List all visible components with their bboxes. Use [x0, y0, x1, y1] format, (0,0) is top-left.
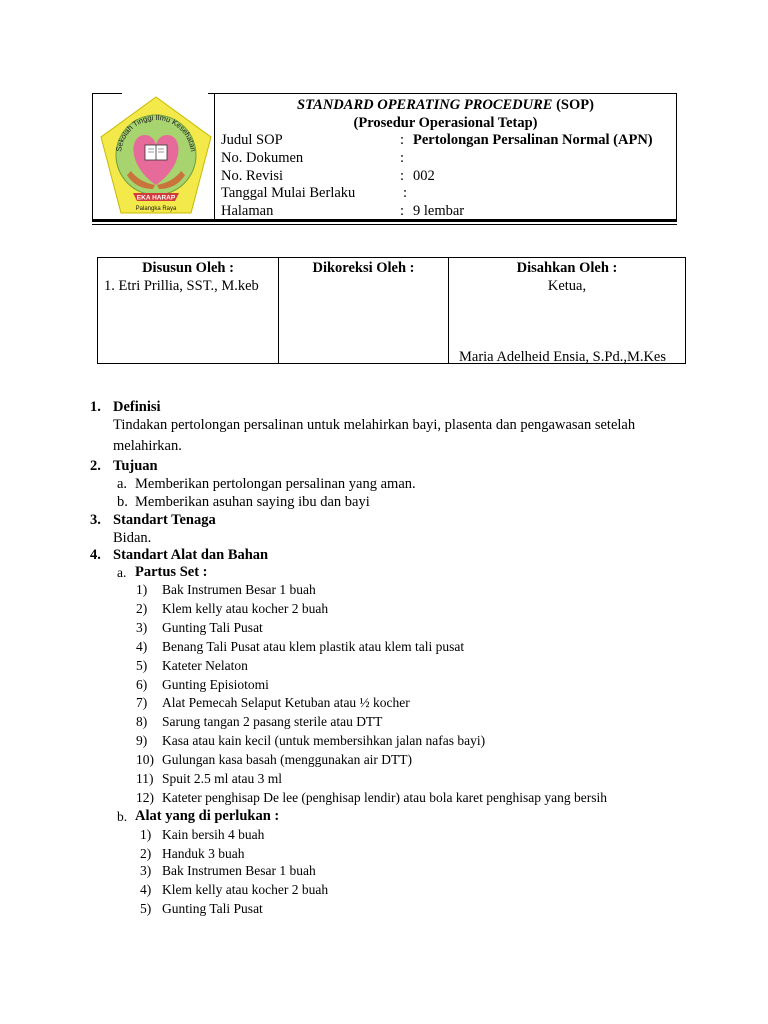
section-1-title: Definisi [113, 399, 161, 415]
approved-by-role: Ketua, [547, 278, 587, 294]
list-item-number: 1) [140, 827, 152, 842]
logo-ribbon-text: EKA HARAP [136, 194, 176, 202]
row-value-halaman: 9 lembar [413, 203, 465, 219]
list-item-number: 2) [136, 601, 148, 616]
approved-by-name: Maria Adelheid Ensia, S.Pd.,M.Kes [459, 349, 667, 365]
section-2-item-b: Memberikan asuhan saying ibu dan bayi [135, 494, 370, 510]
list-item: Benang Tali Pusat atau klem plastik atau klem tali pusat [162, 639, 465, 654]
list-item: Handuk 3 buah [162, 846, 245, 861]
row-label-dokumen: No. Dokumen [221, 150, 304, 166]
logo-cell [92, 93, 215, 220]
list-item: Klem kelly atau kocher 2 buah [162, 601, 329, 616]
section-2-item-a: Memberikan pertolongan persalinan yang aman. [135, 476, 416, 492]
row-label-halaman: Halaman [221, 203, 274, 219]
list-item-number: 2) [140, 846, 152, 861]
section-2-title: Tujuan [113, 458, 158, 474]
section-2-item-a-mark: a. [117, 476, 128, 492]
list-item-number: 4) [140, 882, 152, 897]
list-item-number: 10) [136, 752, 154, 767]
corrected-by-cell [278, 257, 449, 364]
sop-subtitle: (Prosedur Operasional Tetap) [353, 115, 538, 131]
list-item-number: 1) [136, 582, 148, 597]
list-item: Kateter Nelaton [162, 658, 248, 673]
row-label-tanggal: Tanggal Mulai Berlaku [221, 185, 356, 201]
row-value-revisi: 002 [413, 168, 435, 184]
list-item: Gulungan kasa basah (menggunakan air DTT) [162, 752, 413, 767]
header-thick-rule [92, 219, 677, 222]
section-2-number: 2. [90, 458, 101, 474]
sop-info-cell: STANDARD OPERATING PROCEDURE (SOP) (Prosedur Operasional Tetap) Judul SOP : Pertolongan Persalinan Normal (APN) No. Dokumen : No. Revisi : 002 Tanggal Mulai Berlaku : Halaman : 9 lembar [214, 93, 677, 220]
corrected-by-heading: Dikoreksi Oleh : [312, 260, 415, 276]
list-item: Spuit 2.5 ml atau 3 ml [162, 771, 282, 786]
approved-by-heading: Disahkan Oleh : [516, 260, 618, 276]
header-thin-rule [92, 224, 677, 225]
logo-arc-text: Sekolah Tinggi Ilmu Kesehatan [114, 112, 198, 153]
list-item: Kateter penghisap De lee (penghisap lendir) atau bola karet penghisap yang bersih [162, 790, 607, 805]
list-item-number: 7) [136, 695, 148, 710]
subsection-a-title: Partus Set : [135, 564, 208, 580]
institution-logo [97, 93, 215, 220]
sop-title [215, 97, 676, 113]
list-item-number: 4) [136, 639, 148, 654]
list-item: Gunting Tali Pusat [162, 620, 263, 635]
sop-title-suffix: (SOP) [552, 97, 594, 113]
logo-city-text: Palangka Raya [135, 206, 177, 212]
approval-table [97, 257, 686, 366]
subsection-a-mark: a. [117, 565, 127, 580]
list-item-number: 9) [136, 733, 148, 748]
section-2-item-b-mark: b. [117, 494, 128, 510]
list-item: Gunting Tali Pusat [162, 901, 263, 916]
list-item: Alat Pemecah Selaput Ketuban atau ½ kocher [162, 695, 410, 710]
section-3-title: Standart Tenaga [113, 512, 216, 528]
list-item: Kain bersih 4 buah [162, 827, 265, 842]
section-1-text-line2: melahirkan. [113, 438, 182, 454]
subsection-b-mark: b. [117, 809, 128, 824]
row-label-revisi: No. Revisi [221, 168, 284, 184]
list-item: Bak Instrumen Besar 1 buah [162, 582, 316, 597]
list-item-number: 6) [136, 677, 148, 692]
list-item-number: 3) [140, 863, 152, 878]
list-item-number: 5) [140, 901, 152, 916]
section-1-text-line1: Tindakan pertolongan persalinan untuk melahirkan bayi, plasenta dan pengawasan setelah [113, 417, 636, 433]
row-value-judul: Pertolongan Persalinan Normal (APN) [413, 132, 653, 148]
list-item: Kasa atau kain kecil (untuk membersihkan jalan nafas bayi) [162, 733, 486, 748]
section-3-text: Bidan. [113, 530, 152, 546]
section-3-number: 3. [90, 512, 101, 528]
prepared-by-cell [97, 257, 279, 364]
subsection-b-title: Alat yang di perlukan : [135, 808, 280, 824]
list-item: Bak Instrumen Besar 1 buah [162, 863, 316, 878]
list-item-number: 3) [136, 620, 148, 635]
list-item: Gunting Episiotomi [162, 677, 269, 692]
list-item: Klem kelly atau kocher 2 buah [162, 882, 329, 897]
prepared-by-name: 1. Etri Prillia, SST., M.keb [104, 278, 259, 294]
row-label-judul: Judul SOP [221, 132, 283, 148]
section-1-number: 1. [90, 399, 101, 415]
approved-by-cell [448, 257, 686, 364]
list-item-number: 5) [136, 658, 148, 673]
list-item: Sarung tangan 2 pasang sterile atau DTT [162, 714, 383, 729]
list-item-number: 11) [136, 771, 154, 786]
sop-title-italic: STANDARD OPERATING PROCEDURE [297, 97, 553, 113]
prepared-by-heading: Disusun Oleh : [142, 260, 234, 276]
section-4-title: Standart Alat dan Bahan [113, 547, 269, 563]
sop-header-box [92, 93, 677, 223]
list-item-number: 8) [136, 714, 148, 729]
list-item-number: 12) [136, 790, 154, 805]
section-4-number: 4. [90, 547, 101, 563]
